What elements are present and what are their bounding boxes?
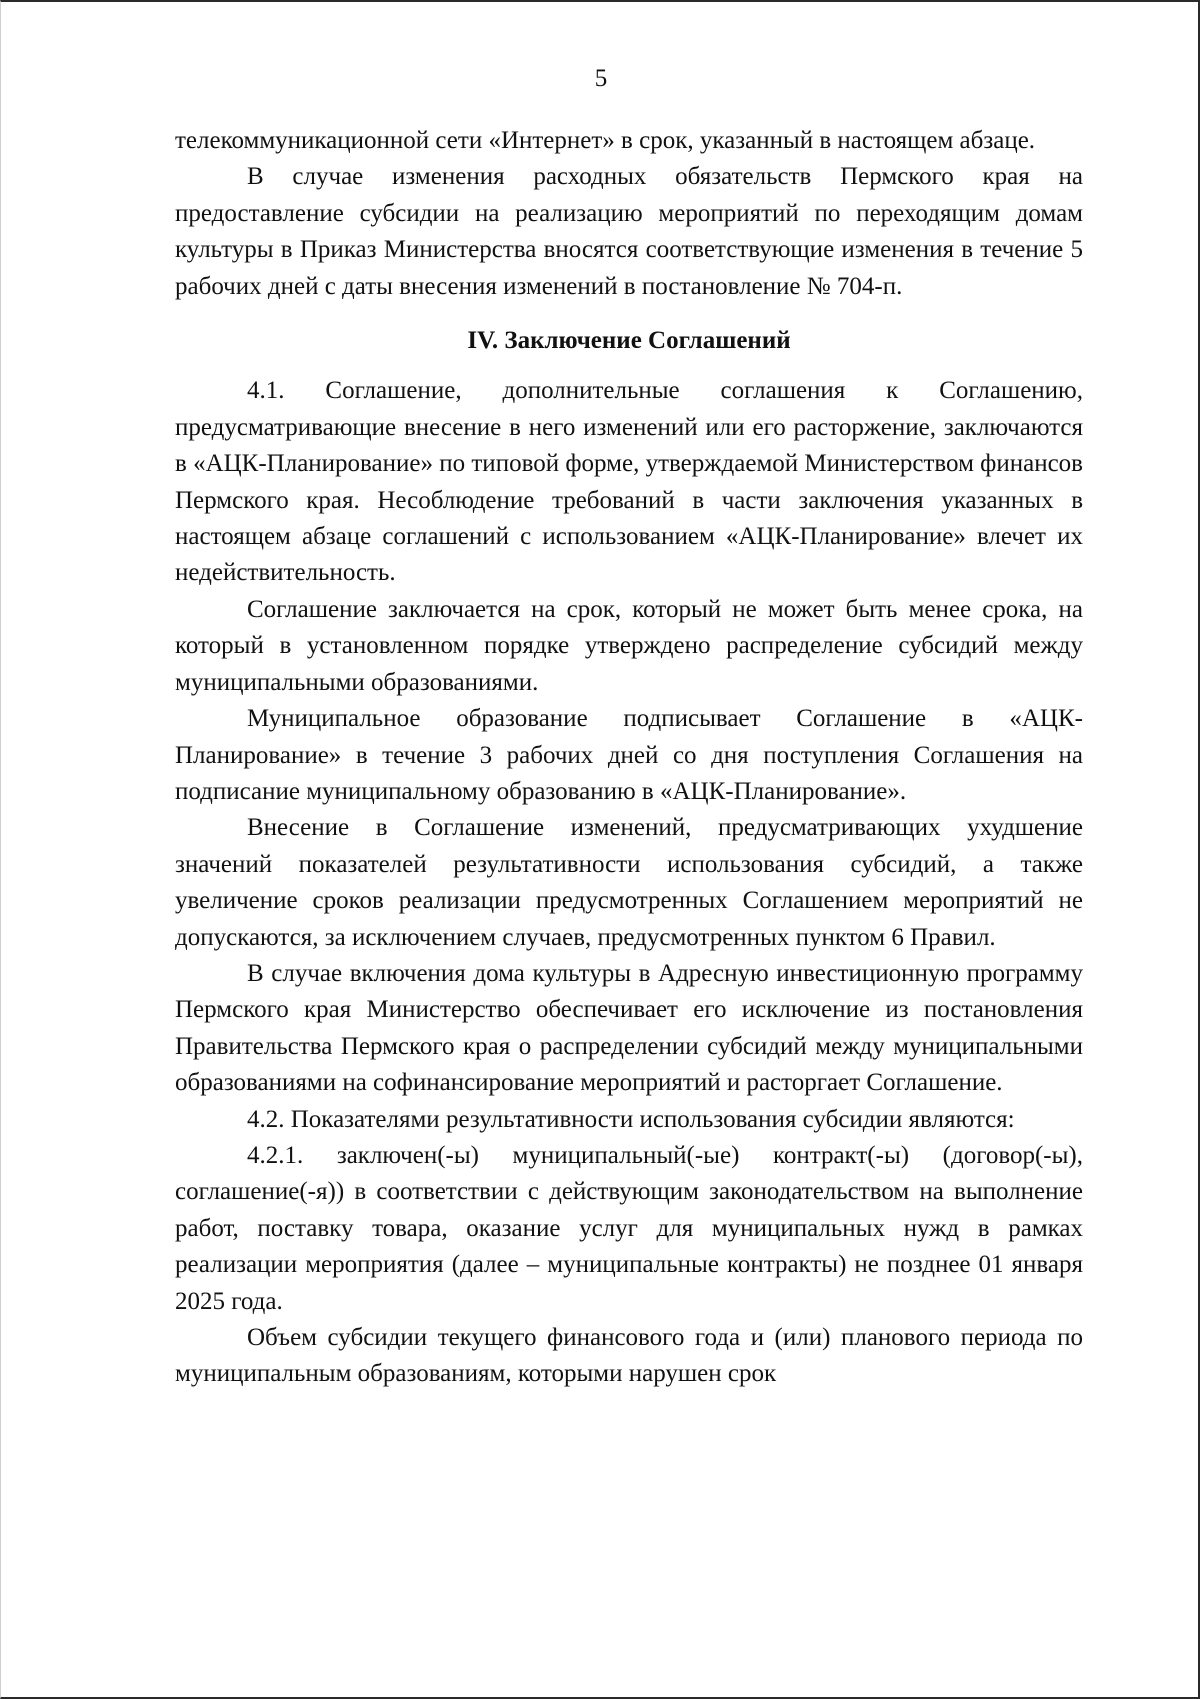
paragraph: Соглашение заключается на срок, который не может быть менее срока, на который в установленном порядке утверждено распределение субсидий между муниципальными образованиями.: [175, 595, 1083, 696]
paragraph: В случае изменения расходных обязательств Пермского края на предоставление субсидии на реализацию мероприятий по переходящим домам культуры в Приказ Министерства вносятся соответствующие изменения в течение 5 рабочих дней с даты внесения изменений в постановление № 704-п.: [175, 163, 1083, 300]
paragraph-4-2: 4.2. Показателями результативности использования субсидии являются:: [247, 1105, 1015, 1133]
paragraph: Внесение в Соглашение изменений, предусматривающих ухудшение значений показателей результативности использования субсидий, а также увеличение сроков реализации предусмотренных Соглашением мероприятий не допускаются, за исключением случаев, предусмотренных пунктом 6 Правил.: [175, 814, 1083, 951]
paragraph: Муниципальное образование подписывает Соглашение в «АЦК-Планирование» в течение 3 рабочих дней со дня поступления Соглашения на подписание муниципальному образованию в «АЦК-Планирование».: [175, 705, 1083, 805]
paragraph: Объем субсидии текущего финансового года и (или) планового периода по муниципальным образованиям, которыми нарушен срок: [175, 1324, 1083, 1388]
paragraph: телекоммуникационной сети «Интернет» в срок, указанный в настоящем абзаце.: [175, 127, 1036, 154]
paragraph: В случае включения дома культуры в Адресную инвестиционную программу Пермского края Министерство обеспечивает его исключение из постановления Правительства Пермского края о распределении субсидий между муниципальными образованиями на софинансирование мероприятий и расторгает Соглашение.: [175, 959, 1083, 1097]
section-heading: IV. Заключение Соглашений: [467, 327, 791, 355]
paragraph-4-2-1: 4.2.1. заключен(-ы) муниципальный(-ые) контракт(-ы) (договор(-ы), соглашение(-я)) в соответствии с действующим законодательством на выполнение работ, поставку товара, оказание услуг для муниципальных нужд в рамках реализации мероприятия (далее – муниципальные контракты) не позднее 01 января 2025 года.: [175, 1141, 1083, 1315]
page-number: 5: [594, 65, 608, 92]
paragraph-4-1: 4.1. Соглашение, дополнительные соглашения к Соглашению, предусматривающие внесение в него изменений или его расторжение, заключаются в «АЦК-Планирование» по типовой форме, утверждаемой Министерством финансов Пермского края. Несоблюдение требований в части заключения указанных в настоящем абзаце соглашений с использованием «АЦК-Планирование» влечет их недействительность.: [175, 377, 1083, 587]
document-body: [175, 123, 1083, 1393]
